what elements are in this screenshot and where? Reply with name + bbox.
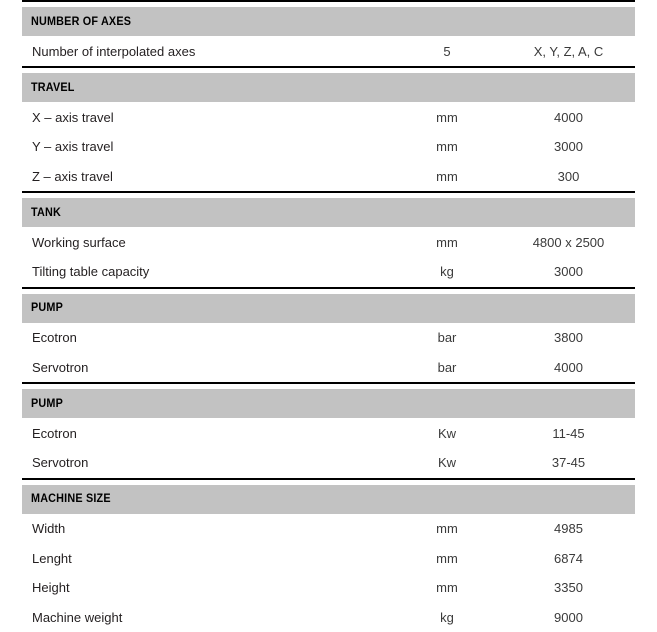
spec-section [22, 191, 635, 287]
row-label: X – axis travel [22, 110, 392, 125]
section-header [22, 198, 635, 227]
row-label: Height [22, 580, 392, 595]
section-header-title: PUMP [31, 398, 63, 410]
row-value: 37-45 [502, 455, 635, 470]
row-value: 11-45 [502, 426, 635, 441]
section-header-title: MACHINE SIZE [31, 493, 111, 505]
spec-section [22, 0, 635, 66]
row-value: 6874 [502, 551, 635, 566]
row-unit: mm [392, 110, 502, 125]
table-row [22, 257, 635, 287]
row-label: Y – axis travel [22, 139, 392, 154]
spec-section [22, 478, 635, 632]
row-unit: mm [392, 169, 502, 184]
spec-section [22, 382, 635, 478]
row-value: 3000 [502, 139, 635, 154]
row-label: Working surface [22, 235, 392, 250]
section-header-title: TANK [31, 207, 61, 219]
row-label: Ecotron [22, 426, 392, 441]
row-unit: bar [392, 330, 502, 345]
row-unit: mm [392, 551, 502, 566]
table-row [22, 603, 635, 632]
section-header [22, 389, 635, 418]
row-label: Machine weight [22, 610, 392, 625]
spec-section [22, 287, 635, 383]
row-label: Servotron [22, 455, 392, 470]
table-row [22, 353, 635, 383]
section-header-title: TRAVEL [31, 82, 75, 94]
row-unit: mm [392, 580, 502, 595]
table-row [22, 162, 635, 192]
table-row [22, 448, 635, 478]
table-row [22, 132, 635, 162]
row-label: Servotron [22, 360, 392, 375]
row-value: X, Y, Z, A, C [502, 44, 635, 59]
spec-section [22, 66, 635, 191]
table-row [22, 544, 635, 574]
row-value: 9000 [502, 610, 635, 625]
section-header [22, 73, 635, 102]
table-row [22, 418, 635, 448]
row-label: Width [22, 521, 392, 536]
row-unit: mm [392, 139, 502, 154]
specification-table [22, 0, 635, 632]
row-value: 3000 [502, 264, 635, 279]
table-row [22, 514, 635, 544]
row-value: 3350 [502, 580, 635, 595]
section-header-title: PUMP [31, 302, 63, 314]
row-unit: Kw [392, 455, 502, 470]
row-value: 4000 [502, 110, 635, 125]
section-header [22, 485, 635, 514]
row-unit: 5 [392, 44, 502, 59]
table-row [22, 102, 635, 132]
row-label: Lenght [22, 551, 392, 566]
row-unit: mm [392, 521, 502, 536]
section-header [22, 294, 635, 323]
row-value: 4000 [502, 360, 635, 375]
row-label: Tilting table capacity [22, 264, 392, 279]
row-label: Number of interpolated axes [22, 44, 392, 59]
row-unit: bar [392, 360, 502, 375]
table-row [22, 573, 635, 603]
table-row [22, 323, 635, 353]
row-label: Ecotron [22, 330, 392, 345]
table-row [22, 36, 635, 66]
row-value: 4985 [502, 521, 635, 536]
row-unit: mm [392, 235, 502, 250]
row-value: 4800 x 2500 [502, 235, 635, 250]
row-unit: kg [392, 264, 502, 279]
row-unit: kg [392, 610, 502, 625]
row-unit: Kw [392, 426, 502, 441]
section-header-title: NUMBER OF AXES [31, 16, 131, 28]
row-value: 3800 [502, 330, 635, 345]
row-label: Z – axis travel [22, 169, 392, 184]
row-value: 300 [502, 169, 635, 184]
table-row [22, 227, 635, 257]
section-header [22, 7, 635, 36]
